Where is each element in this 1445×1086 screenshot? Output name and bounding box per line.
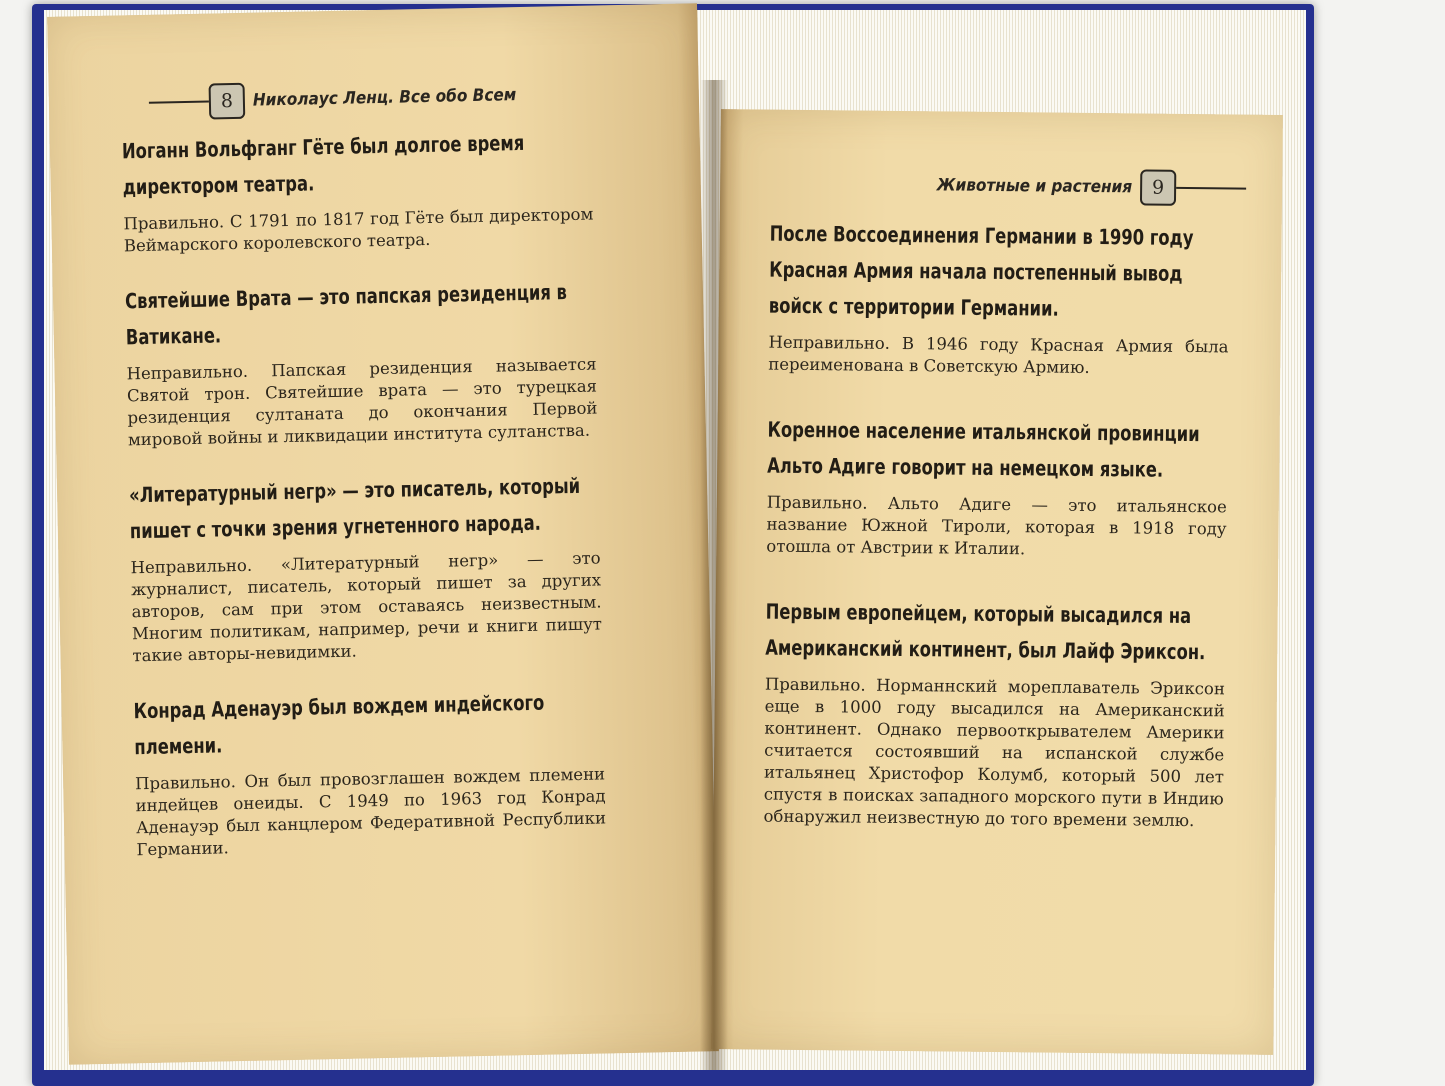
right-page <box>711 109 1283 1055</box>
entry-answer: Неправильно. Папская резиденция называется Святой трон. Святейшие врата — это турецкая резиденция султаната до окончания Первой мировой войны и ликвидации института султанства. <box>126 354 598 450</box>
entry <box>768 216 1230 381</box>
page-number: 8 <box>209 83 246 120</box>
entry-answer: Правильно. Он был провозглашен вождем племени индейцев онеиды. С 1949 по 1963 год Конрад Аденауэр был канцлером Федеративной Республики Германии. <box>134 764 607 860</box>
entry-statement: Святейшие Врата — это папская резиденция в Ватикане. <box>124 280 568 350</box>
header-rule <box>149 101 209 104</box>
entry-answer: Правильно. С 1791 по 1817 год Гёте был директором Веймарского королевского театра. <box>123 204 594 256</box>
entry <box>125 274 598 452</box>
entry <box>122 124 594 258</box>
entry <box>129 467 603 667</box>
entry <box>133 683 606 861</box>
entry-answer: Правильно. Норманнский мореплаватель Эриксон еще в 1000 году высадился на Американский континент. Однако первооткрывателем Америки считается состоявший на испанской службе итальянец Христофор Колумб, который 500 лет спустя в поисках западного морского пути в Индию обнаружил неизвестную до того времени землю. <box>763 674 1225 831</box>
right-page-content <box>763 216 1230 869</box>
left-page-header <box>149 76 570 121</box>
entry-statement: Конрад Аденауэр был вождем индейского племени. <box>133 690 545 760</box>
page-number: 9 <box>1140 169 1176 205</box>
entry-answer: Правильно. Альто Адиге — это итальянское название Южной Тироли, которая в 1918 году отошла от Австрии к Италии. <box>766 492 1227 559</box>
entry-answer: Неправильно. В 1946 году Красная Армия была переименована в Советскую Армию. <box>768 332 1229 377</box>
left-page-content <box>122 124 608 888</box>
header-rule <box>1176 187 1246 190</box>
entry-statement: «Литературный негр» — это писатель, который пишет с точки зрения угнетенного народа. <box>128 473 581 544</box>
running-head: Николаус Ленц. Все обо Всем <box>252 85 517 111</box>
entry-statement: После Воссоединения Германии в 1990 году Красная Армия начала постепенный вывод войск с территории Германии. <box>768 221 1194 321</box>
left-page <box>47 3 719 1064</box>
book-gutter <box>700 80 728 1070</box>
right-page-header <box>929 167 1247 206</box>
entry-statement: Первым европейцем, который высадился на Американский континент, был Лайф Эриксон. <box>765 599 1206 665</box>
entry-statement: Коренное население итальянской провинции Альто Адиге говорит на немецком языке. <box>767 417 1200 482</box>
entry-answer: Неправильно. «Литературный негр» — это журналист, писатель, который пишет за других авторов, сам при этом оставаясь неизвестным. Многим политикам, например, речи и книги пишут такие авторы-невидимки. <box>130 548 603 666</box>
entry <box>766 412 1228 563</box>
entry <box>763 594 1225 833</box>
entry-statement: Иоганн Вольфганг Гёте был долгое время директором театра. <box>121 130 525 200</box>
running-head: Животные и растения <box>936 175 1133 198</box>
